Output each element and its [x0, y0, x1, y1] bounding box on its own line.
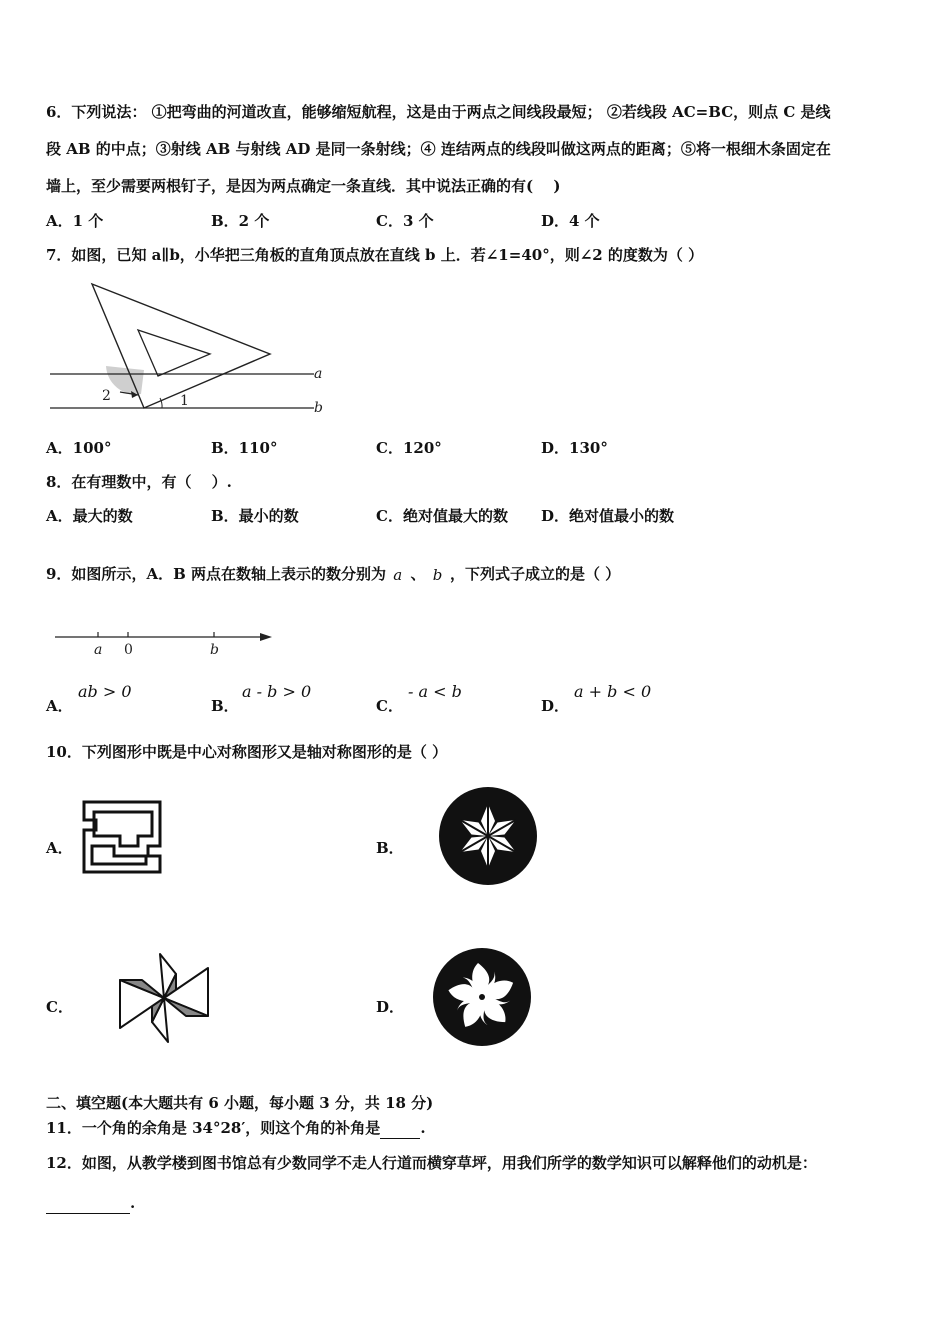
q10-figure-d [430, 946, 534, 1048]
q10-option-d-letter: D． [376, 998, 405, 1016]
q6-option-b: B．2 个 [211, 212, 270, 230]
label-angle-2: 2 [102, 388, 111, 404]
axis-label-zero: 0 [124, 642, 133, 658]
q6-line-2: 段 AB 的中点；③射线 AB 与射线 AD 是同一条射线；④ 连结两点的线段叫做这两点的距离；⑤将一根细木条固定在 [46, 140, 831, 158]
q10-figure-a [80, 800, 164, 876]
q9-option-c-letter: C． [376, 697, 403, 715]
q12-answer-line [46, 1193, 135, 1214]
q11-end: . [420, 1119, 426, 1137]
q7-option-a: A．100° [46, 439, 112, 457]
axis-arrow [260, 633, 272, 641]
angle-1-arc [160, 398, 162, 408]
q9-sep: 、 [410, 565, 426, 583]
q9-stem-end: ，下列式子成立的是（ ） [449, 565, 621, 583]
q10-stem: 10．下列图形中既是中心对称图形又是轴对称图形的是（ ） [46, 743, 448, 761]
q11-stem [46, 1118, 426, 1139]
q11-text: 11．一个角的余角是 34°28′，则这个角的补角是 [46, 1119, 381, 1137]
label-b: b [314, 400, 323, 416]
q9-stem [46, 564, 620, 584]
q12-answer-blank[interactable] [46, 1193, 130, 1214]
q9-option-c-expr: - a < b [408, 682, 462, 701]
q8-option-a: A．最大的数 [46, 507, 133, 525]
q7-option-d: D．130° [541, 439, 608, 457]
q11-answer-blank[interactable] [380, 1118, 420, 1139]
q6-option-d: D．4 个 [541, 212, 600, 230]
triangle-outer [92, 284, 270, 408]
q10-option-c-letter: C． [46, 998, 73, 1016]
q6-line-1: 6．下列说法： ①把弯曲的河道改直，能够缩短航程，这是由于两点之间线段最短； ②若线段 AC=BC，则点 C 是线 [46, 103, 831, 121]
axis-label-a: a [94, 642, 103, 658]
q8-option-b: B．最小的数 [211, 507, 299, 525]
q9-option-a-expr: ab > 0 [78, 682, 132, 701]
q7-stem: 7．如图，已知 a∥b，小华把三角板的直角顶点放在直线 b 上．若∠1=40°，则∠2 的度数为（ ） [46, 246, 704, 264]
q9-option-d-letter: D． [541, 697, 570, 715]
q9-option-b-letter: B． [211, 697, 239, 715]
q12-stem: 12．如图，从教学楼到图书馆总有少数同学不走人行道而横穿草坪，用我们所学的数学知识可以解释他们的动机是： [46, 1154, 817, 1172]
q10-figure-b [436, 785, 540, 887]
q9-option-b-expr: a - b > 0 [242, 682, 312, 701]
q6-option-c: C．3 个 [376, 212, 434, 230]
q9-var-a: a [393, 566, 403, 584]
q7-option-b: B．110° [211, 439, 278, 457]
q10-option-a-letter: A． [46, 839, 73, 857]
angle-2-shade [106, 366, 144, 394]
section-2-title: 二、填空题(本大题共有 6 小题，每小题 3 分，共 18 分) [46, 1094, 434, 1112]
q9-stem-start: 9．如图所示，A．B 两点在数轴上表示的数分别为 [46, 565, 386, 583]
q6-line-3: 墙上，至少需要两根钉子，是因为两点确定一条直线．其中说法正确的有( ) [46, 177, 561, 195]
q9-option-a-letter: A． [46, 697, 73, 715]
q7-triangle-figure [46, 278, 346, 418]
q8-stem: 8．在有理数中，有（ ）. [46, 473, 232, 491]
q7-option-c: C．120° [376, 439, 442, 457]
q8-option-d: D．绝对值最小的数 [541, 507, 675, 525]
q9-number-line [50, 622, 280, 662]
q12-end: . [130, 1194, 136, 1212]
q9-var-b: b [432, 566, 443, 584]
triangle-inner [138, 330, 210, 376]
label-a: a [314, 366, 323, 382]
q9-option-d-expr: a + b < 0 [574, 682, 652, 701]
q8-option-c: C．绝对值最大的数 [376, 507, 508, 525]
q10-figure-c [118, 950, 210, 1046]
q10-option-b-letter: B． [376, 839, 404, 857]
q6-option-a: A．1 个 [46, 212, 104, 230]
axis-label-b: b [210, 642, 219, 658]
label-angle-1: 1 [180, 393, 189, 409]
